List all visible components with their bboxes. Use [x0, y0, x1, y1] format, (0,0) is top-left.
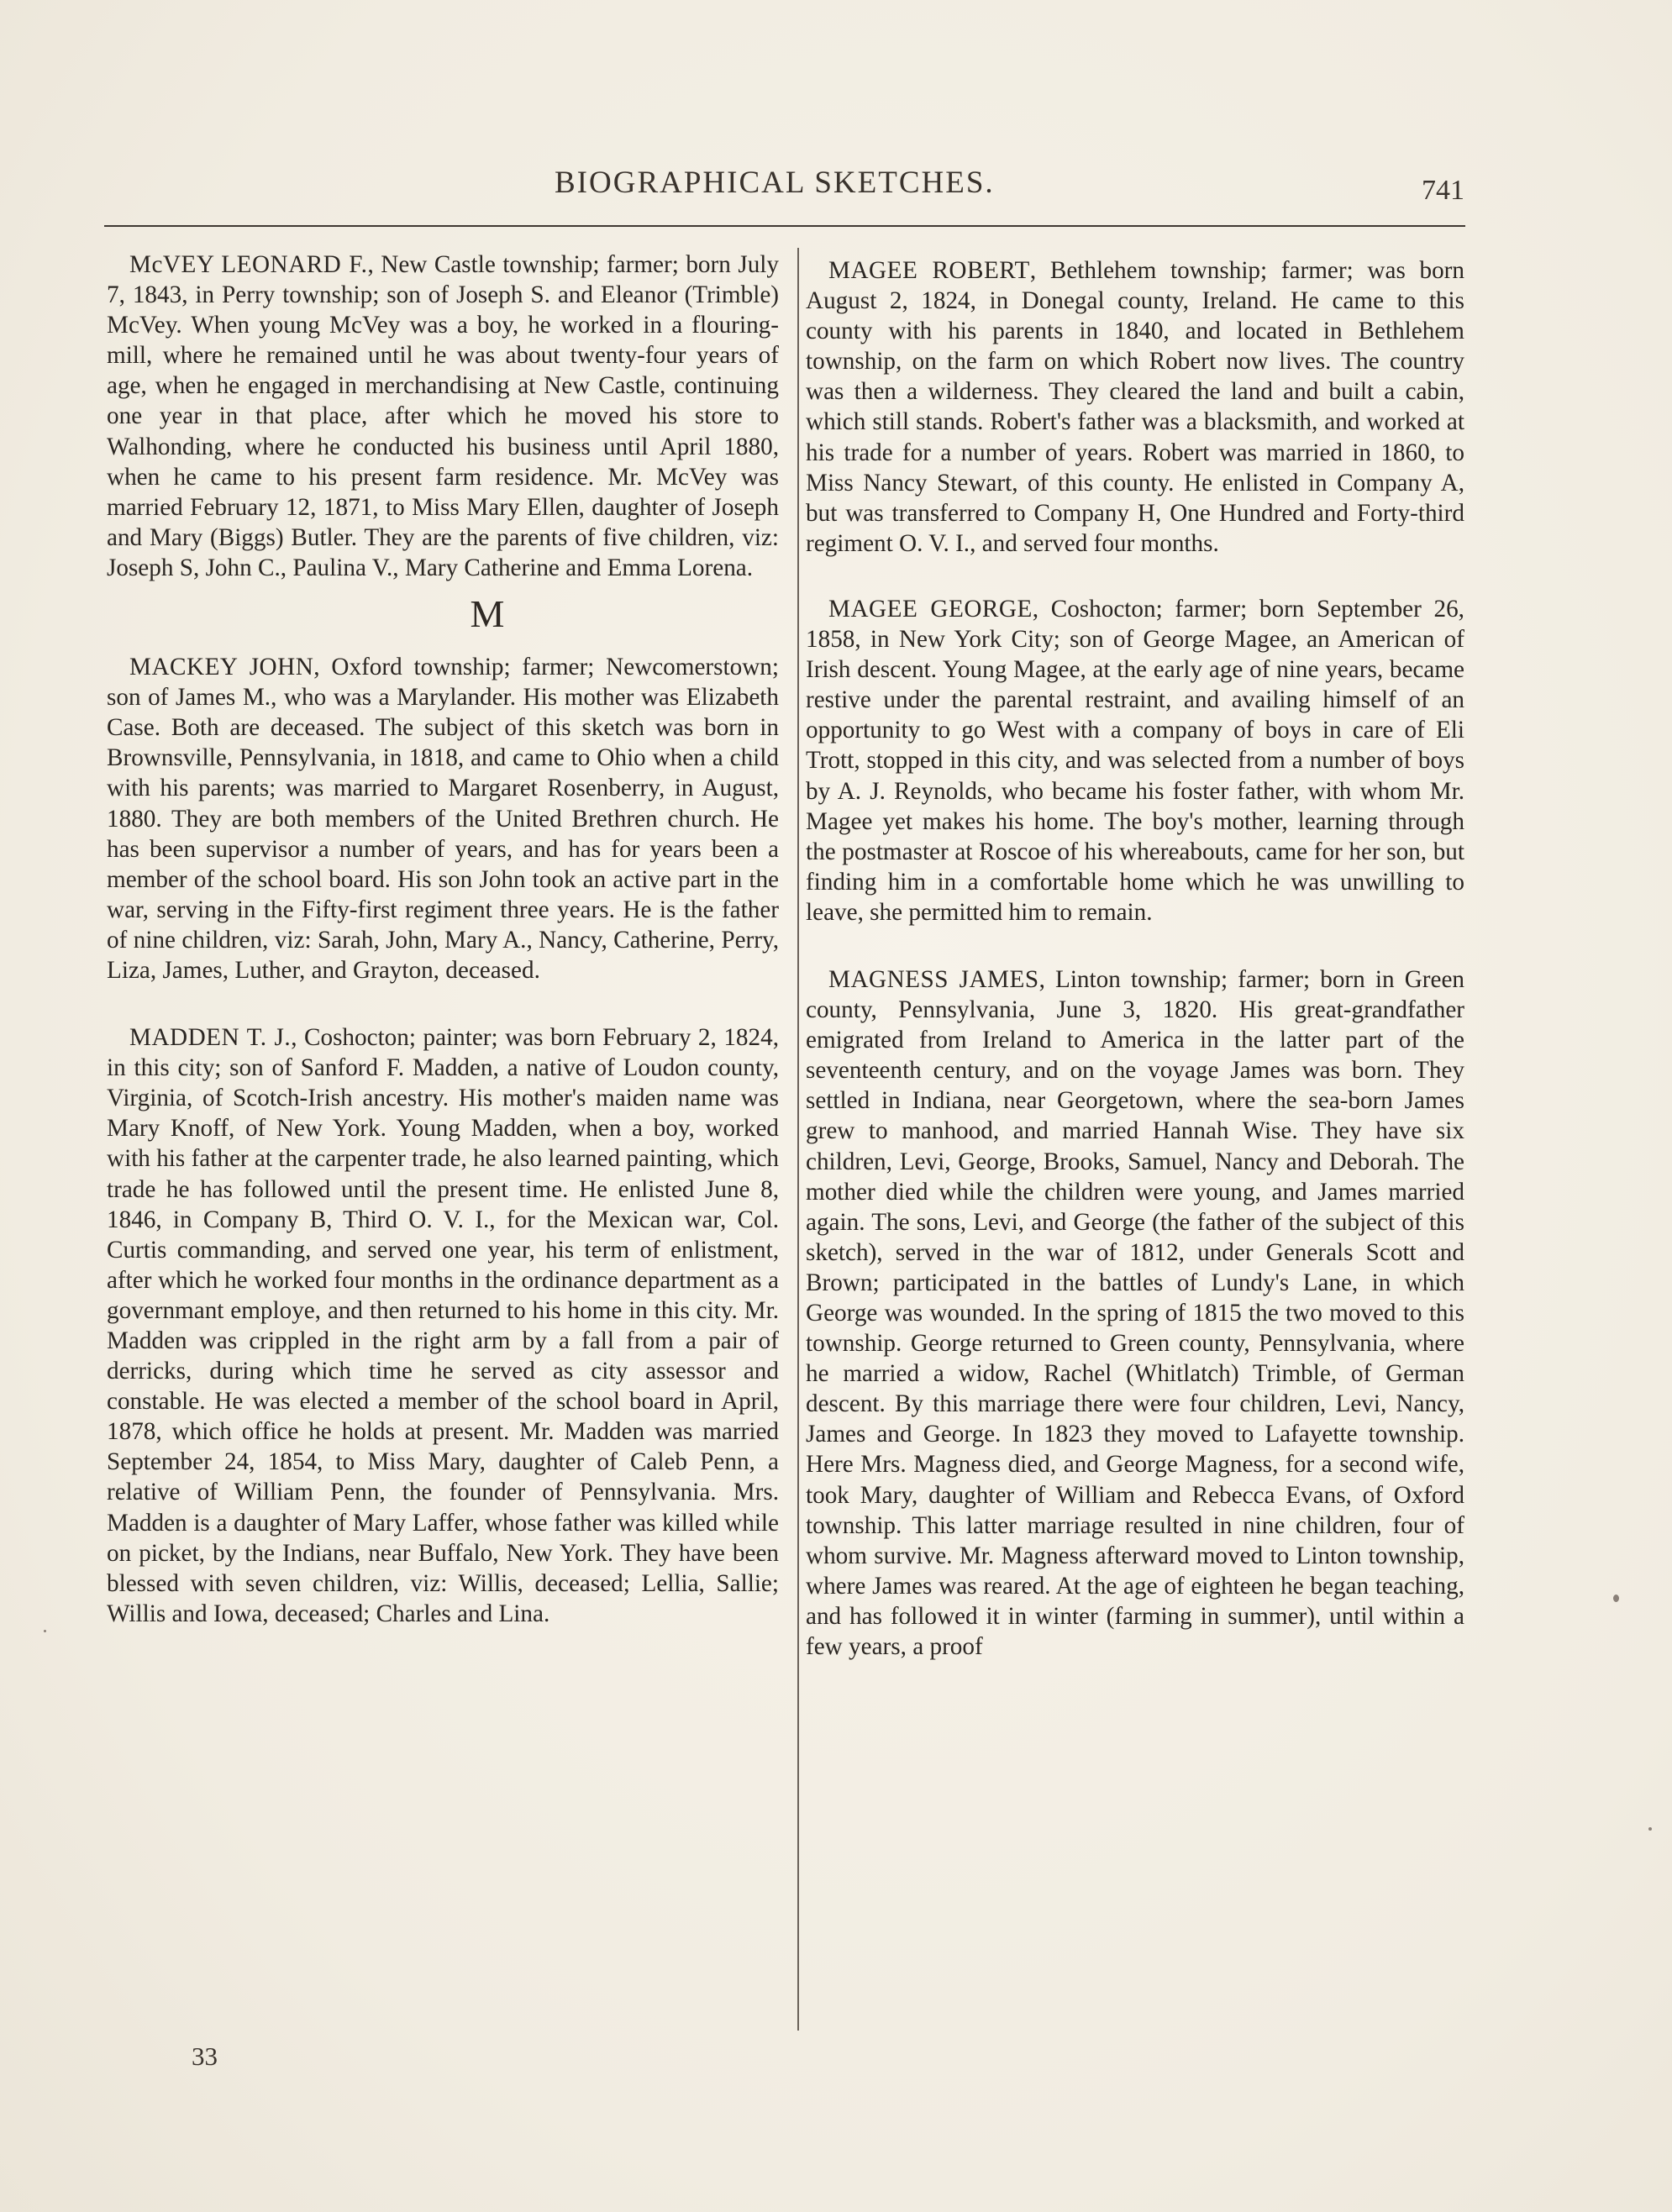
printer-signature: 33 [192, 2041, 218, 2071]
entry-name: MAGNESS JAMES [828, 965, 1039, 993]
header-rule [104, 225, 1465, 227]
entry-text: , New Castle township; farmer; born July 7, 1843, in Perry township; son of Joseph S. and Eleanor (Trimble) McVey. When young McVey was a boy, he worked in a flouring-mill, where he remained until he was about twenty-four years of age, when he engaged in merchandising at New Castle, continuing one year in that place, after which he moved his store to Walhonding, where he conducted his business until April 1880, when he came to his present farm residence. Mr. McVey was married February 12, 1871, to Miss Mary Ellen, daughter of Joseph and Mary (Biggs) Butler. They are the parents of five children, viz: Joseph S, John C., Paulina V., Mary Catherine and Emma Lorena. [107, 251, 779, 581]
right-column [806, 255, 1464, 1662]
running-head: BIOGRAPHICAL SKETCHES. [555, 166, 995, 200]
entry-mcvey [107, 250, 779, 583]
entry-magness-james [806, 964, 1464, 1662]
entry-mackey [107, 652, 779, 985]
entry-name: MAGEE ROBERT [828, 257, 1030, 284]
entry-name: MADDEN T. J. [129, 1024, 292, 1052]
entry-name: MAGEE GEORGE [828, 595, 1033, 623]
entry-name: McVEY LEONARD F. [129, 251, 368, 278]
entry-text: , Bethlehem township; farmer; was born August 2, 1824, in Donegal county, Ireland. He came to this county with his parents in 1840, and located in Bethlehem township, on the farm on which Robert now lives. The country was then a wilderness. They cleared the land and built a cabin, which still stands. Robert's father was a blacksmith, and worked at his trade for a number of years. Robert was married in 1860, to Miss Nancy Stewart, of this county. He enlisted in Company A, but was transferred to Company H, One Hundred and Forty-third regiment O. V. I., and served four months. [806, 257, 1464, 557]
entry-text: , Oxford township; farmer; Newcomerstown; son of James M., who was a Marylander. His mother was Elizabeth Case. Both are deceased. The subject of this sketch was born in Brownsville, Pennsylvania, in 1818, and came to Ohio when a child with his parents; was married to Margaret Rosenberry, in August, 1880. They are both members of the United Brethren church. He has been supervisor a number of years, and has for years been a member of the school board. His son John took an active part in the war, serving in the Fifty-first regiment three years. He is the father of nine children, viz: Sarah, John, Mary A., Nancy, Catherine, Perry, Liza, James, Luther, and Grayton, deceased. [107, 654, 779, 984]
entry-text: , Linton township; farmer; born in Green county, Pennsylvania, June 3, 1820. His great-grandfather emigrated from Ireland to America in the latter part of the seventeenth century, and on the voyage James was born. They settled in Indiana, near Georgetown, where the sea-born James grew to manhood, and married Hannah Wise. They have six children, Levi, George, Brooks, Samuel, Nancy and Deborah. The mother died while the children were young, and James married again. The sons, Levi, and George (the father of the subject of this sketch), served in the war of 1812, under Generals Scott and Brown; participated in the battles of Lundy's Lane, in which George was wounded. In the spring of 1815 the two moved to this township. George returned to Green county, Pennsylvania, where he married a widow, Rachel (Whitlatch) Trimble, of German descent. By this marriage there were four children, Levi, Nancy, James and George. In 1823 they moved to Lafayette township. Here Mrs. Magness died, and George Magness, for a second wife, took Mary, daughter of William and Rebecca Evans, of Oxford township. This latter marriage resulted in nine children, four of whom survive. Mr. Magness afterward moved to Linton township, where James was reared. At the age of eighteen he began teaching, and has followed it in winter (farming in summer), until within a few years, a proof [806, 965, 1464, 1661]
entry-madden [107, 1022, 779, 1629]
paper-speck [1648, 1827, 1652, 1831]
left-column [107, 250, 779, 1629]
entry-magee-robert [806, 255, 1464, 559]
entry-name: MACKEY JOHN [129, 654, 314, 681]
paper-speck [1613, 1595, 1619, 1602]
entry-magee-george [806, 594, 1464, 927]
entry-text: , Coshocton; painter; was born February 2, 1824, in this city; son of Sanford F. Madden, a native of Loudon county, Virginia, of Scotch-Irish ancestry. His mother's maiden name was Mary Knoff, of New York. Young Madden, when a boy, worked with his father at the carpenter trade, he also learned painting, which trade he has followed until the present time. He enlisted June 8, 1846, in Company B, Third O. V. I., for the Mexican war, Col. Curtis commanding, and served one year, his term of enlistment, after which he worked four months in the ordinance department as a governmant employe, and then returned to his home in this city. Mr. Madden was crippled in the right arm by a fall from a pair of derricks, during which time he served as city assessor and constable. He was elected a member of the school board in April, 1878, which office he holds at present. Mr. Madden was married September 24, 1854, to Miss Mary, daughter of Caleb Penn, a relative of William Penn, the founder of Pennsylvania. Mrs. Madden is a daughter of Mary Laffer, whose father was killed while on picket, by the Indians, near Buffalo, New York. They have been blessed with seven children, viz: Willis, deceased; Lellia, Sallie; Willis and Iowa, deceased; Charles and Lina. [107, 1024, 779, 1627]
section-letter-mark: M [470, 592, 508, 636]
entry-text: , Coshocton; farmer; born September 26, 1858, in New York City; son of George Magee, an American of Irish descent. Young Magee, at the early age of nine years, became restive under the parental restraint, and availing himself of an opportunity to go West with a company of boys in care of Eli Trott, stopped in this city, and was selected from a number of boys by A. J. Reynolds, who became his foster father, with whom Mr. Magee yet makes his home. The boy's mother, learning through the postmaster at Roscoe of his whereabouts, came for her son, but finding him in a comfortable home which he was unwilling to leave, she permitted him to remain. [806, 595, 1464, 926]
page-number: 741 [1422, 175, 1464, 206]
column-divider [797, 248, 799, 2031]
paper-speck [44, 1630, 46, 1632]
